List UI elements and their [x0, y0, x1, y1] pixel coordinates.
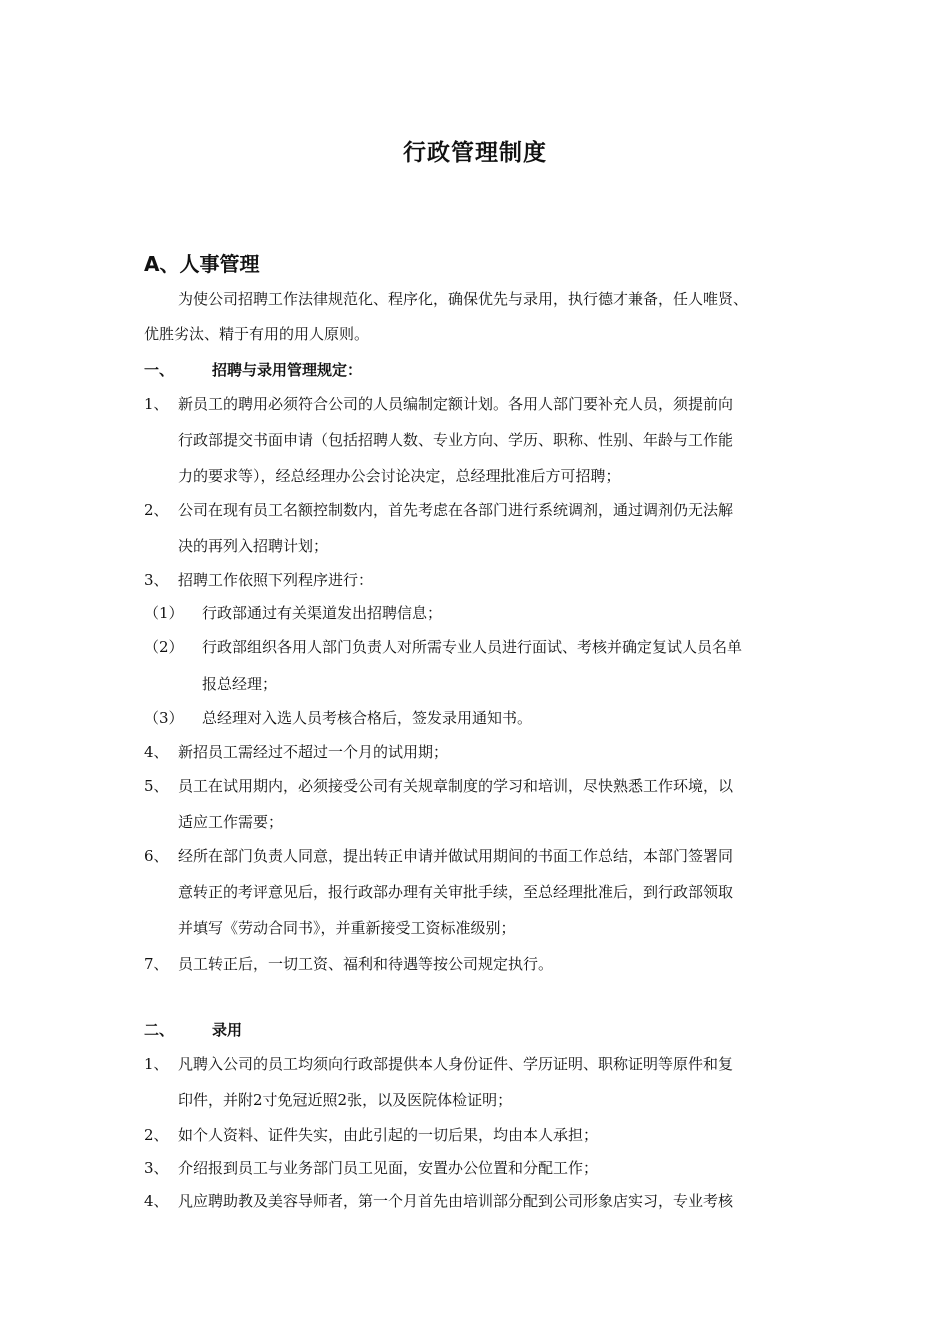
sub-item-line: 行政部组织各用人部门负责人对所需专业人员进行面试、考核并确定复试人员名单 — [202, 638, 743, 656]
list-item-line: 经所在部门负责人同意，提出转正申请并做试用期间的书面工作总结，本部门签署同 — [178, 847, 734, 865]
sub-item-line: 报总经理； — [202, 675, 278, 693]
list-item-line: 印件，并附2寸免冠近照2张，以及医院体检证明； — [178, 1091, 513, 1109]
sub-item-number: （3） — [144, 709, 184, 727]
sub-item-number: （2） — [144, 638, 184, 656]
list-item-line: 并填写《劳动合同书》，并重新接受工资标准级别； — [178, 919, 516, 937]
sub-item-number: （1） — [144, 604, 184, 622]
list-item-line: 行政部提交书面申请（包括招聘人数、专业方向、学历、职称、性别、年龄与工作能 — [178, 431, 734, 449]
section-heading-personnel: A、人事管理 — [144, 252, 260, 276]
list-item-line: 员工在试用期内，必须接受公司有关规章制度的学习和培训，尽快熟悉工作环境，以 — [178, 777, 734, 795]
list-item-line: 公司在现有员工名额控制数内，首先考虑在各部门进行系统调剂，通过调剂仍无法解 — [178, 501, 734, 519]
list-item-number: 2、 — [144, 1126, 169, 1144]
list-item-line: 新员工的聘用必须符合公司的人员编制定额计划。各用人部门要补充人员，须提前向 — [178, 395, 734, 413]
document-title: 行政管理制度 — [403, 140, 547, 166]
part-title: 录用 — [212, 1021, 243, 1039]
list-item-line: 适应工作需要； — [178, 813, 284, 831]
list-item-number: 4、 — [144, 743, 169, 761]
part-number: 二、 — [144, 1021, 175, 1039]
list-item-line: 意转正的考评意见后，报行政部办理有关审批手续，至总经理批准后，到行政部领取 — [178, 883, 734, 901]
intro-paragraph-line: 优胜劣汰、精于有用的用人原则。 — [144, 325, 370, 343]
list-item-line: 如个人资料、证件失实，由此引起的一切后果，均由本人承担； — [178, 1126, 599, 1144]
list-item-line: 招聘工作依照下列程序进行： — [178, 571, 374, 589]
list-item-number: 6、 — [144, 847, 169, 865]
list-item-line: 凡应聘助教及美容导师者，第一个月首先由培训部分配到公司形象店实习，专业考核 — [178, 1192, 734, 1210]
list-item-number: 4、 — [144, 1192, 169, 1210]
sub-item-line: 行政部通过有关渠道发出招聘信息； — [202, 604, 443, 622]
list-item-number: 1、 — [144, 1055, 169, 1073]
sub-item-line: 总经理对入选人员考核合格后，签发录用通知书。 — [202, 709, 533, 727]
list-item-number: 3、 — [144, 1159, 169, 1177]
list-item-line: 新招员工需经过不超过一个月的试用期； — [178, 743, 449, 761]
list-item-line: 员工转正后，一切工资、福利和待遇等按公司规定执行。 — [178, 955, 554, 973]
part-title: 招聘与录用管理规定： — [212, 361, 363, 379]
list-item-number: 2、 — [144, 501, 169, 519]
part-number: 一、 — [144, 361, 175, 379]
intro-paragraph-line: 为使公司招聘工作法律规范化、程序化，确保优先与录用，执行德才兼备，任人唯贤、 — [178, 290, 749, 308]
list-item-line: 决的再列入招聘计划； — [178, 537, 329, 555]
list-item-line: 凡聘入公司的员工均须向行政部提供本人身份证件、学历证明、职称证明等原件和复 — [178, 1055, 734, 1073]
list-item-number: 7、 — [144, 955, 169, 973]
list-item-number: 5、 — [144, 777, 169, 795]
list-item-number: 1、 — [144, 395, 169, 413]
list-item-line: 力的要求等），经总经理办公会讨论决定，总经理批准后方可招聘； — [178, 467, 621, 485]
list-item-number: 3、 — [144, 571, 169, 589]
list-item-line: 介绍报到员工与业务部门员工见面，安置办公位置和分配工作； — [178, 1159, 599, 1177]
